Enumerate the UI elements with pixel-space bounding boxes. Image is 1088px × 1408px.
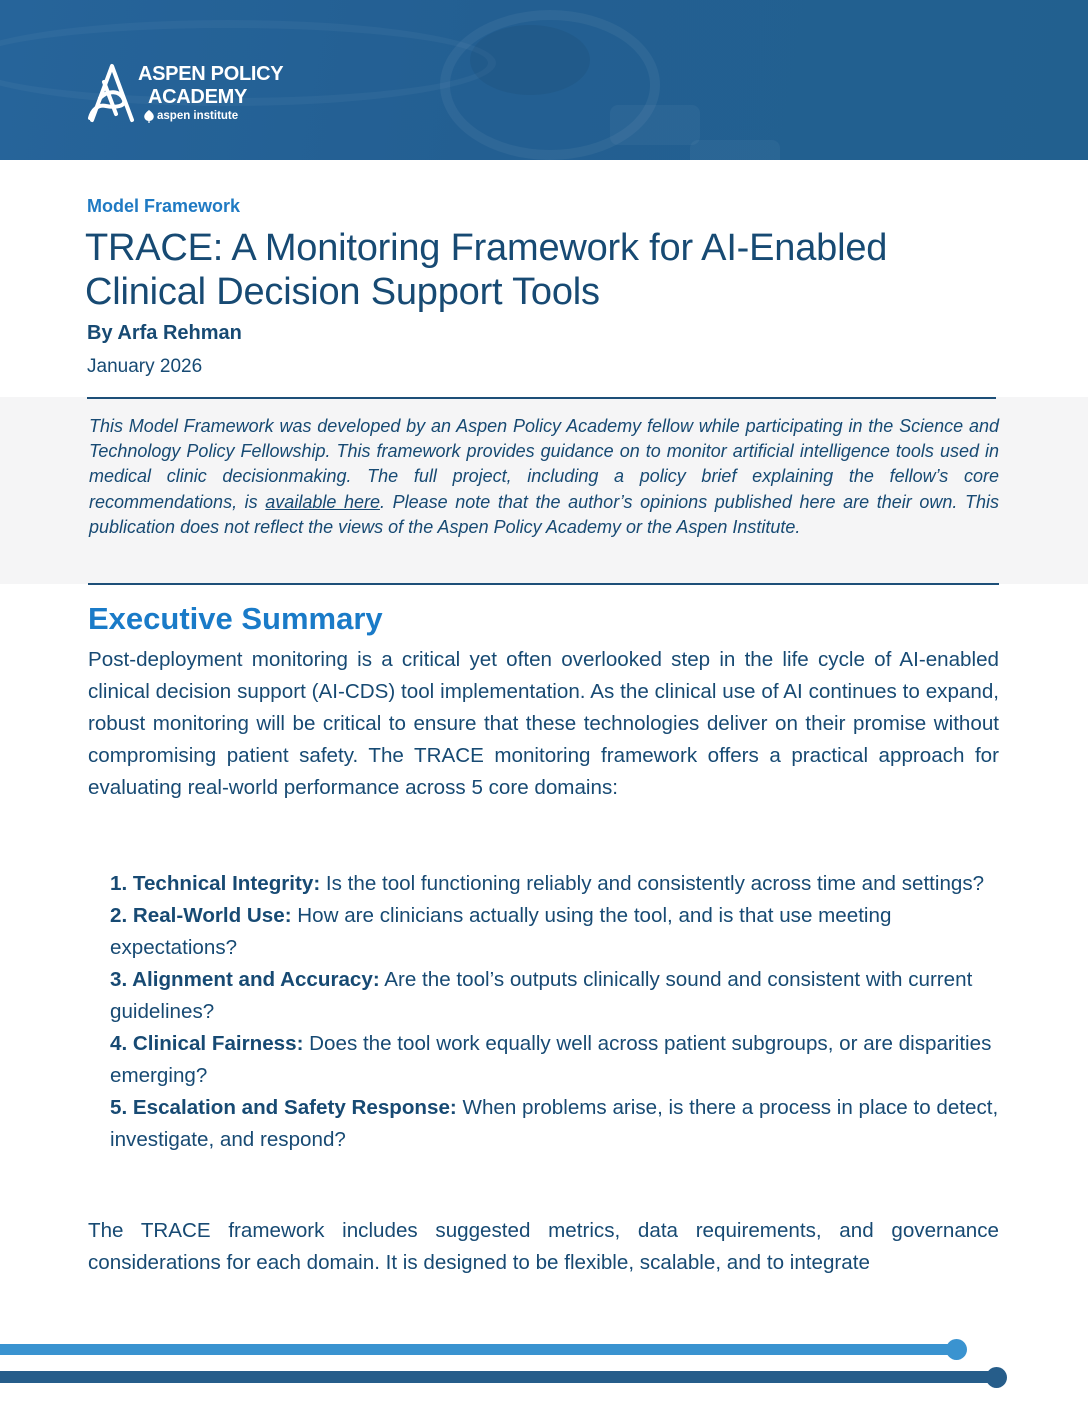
publication-date: January 2026: [87, 356, 203, 377]
divider: [88, 583, 999, 585]
disclaimer-text-before-link: This Model Framework was developed by an Aspen Policy Academy fellow while participating in the Science and Technology Policy Fellowship. This framework provides guidance on to monitor artificial intelligence tools used in medical clinic decisionmaking. The full project, including a policy brief explaining the fellow’s core recommendations, is: [89, 416, 999, 512]
footer-decorative-line-light: [0, 1344, 956, 1355]
page-title: [85, 226, 1045, 314]
banner-background-shape: [470, 25, 590, 95]
domain-text: Is the tool functioning reliably and consistently across time and settings?: [320, 872, 985, 895]
footer-decorative-dot-light: [946, 1339, 967, 1360]
page-title-line1: TRACE: A Monitoring Framework for AI-Enabled: [85, 227, 888, 269]
executive-summary-closing: The TRACE framework includes suggested metrics, data requirements, and governance considerations for each domain. It is designed to be flexible, scalable, and to integrate: [88, 1219, 999, 1274]
domain-label: 3. Alignment and Accuracy:: [110, 968, 380, 991]
list-item: [110, 964, 1000, 1028]
author-byline: By Arfa Rehman: [87, 322, 242, 344]
domain-text: Are the tool’s outputs clinically sound and consistent with current guidelines?: [110, 968, 973, 1023]
page-title-line2: Clinical Decision Support Tools: [85, 271, 600, 313]
header-banner: [0, 0, 1088, 160]
aspen-policy-academy-logo: [86, 62, 306, 128]
logo-text-line1: ASPEN POLICY: [138, 63, 284, 85]
footer-decorative-line-dark: [0, 1371, 996, 1383]
divider: [87, 397, 996, 399]
domain-label: 2. Real-World Use:: [110, 904, 292, 927]
document-type-label: Model Framework: [87, 196, 241, 216]
list-item: [110, 1028, 1000, 1092]
list-item: [110, 868, 1000, 900]
core-domains-list: [110, 868, 1000, 1156]
banner-background-shape: [610, 105, 700, 145]
domain-label: 1. Technical Integrity:: [110, 872, 321, 895]
logo-subtext: aspen institute: [157, 110, 239, 122]
domain-text: When problems arise, is there a process in place to detect, investigate, and respond?: [110, 1096, 999, 1151]
domain-label: 4. Clinical Fairness:: [110, 1032, 304, 1055]
domain-label: 5. Escalation and Safety Response:: [110, 1096, 457, 1119]
executive-summary-intro: Post-deployment monitoring is a critical yet often overlooked step in the life cycle of AI-enabled clinical decision support (AI-CDS) tool implementation. As the clinical use of AI continues to expand, robust monitoring will be critical to ensure that these technologies deliver on their promise without compromising patient safety. The TRACE monitoring framework offers a practical approach for evaluating real-world performance across 5 core domains:: [88, 648, 999, 799]
disclaimer-text: [89, 414, 999, 540]
section-heading-executive-summary: Executive Summary: [88, 601, 383, 636]
available-here-link[interactable]: available here: [265, 491, 380, 512]
footer-decorative-dot-dark: [986, 1367, 1007, 1388]
logo-text-line2: ACADEMY: [148, 86, 248, 108]
list-item: [110, 1092, 1000, 1156]
list-item: [110, 900, 1000, 964]
domain-text: Does the tool work equally well across patient subgroups, or are disparities emerging?: [110, 1032, 992, 1087]
aspen-leaf-icon: [143, 110, 155, 123]
disclaimer-text-after-link: . Please note that the author’s opinions published here are their own. This publication does not reflect the views of the Aspen Policy Academy or the Aspen Institute.: [89, 491, 999, 537]
domain-text: How are clinicians actually using the tool, and is that use meeting expectations?: [110, 904, 892, 959]
aspen-policy-academy-logo-icon: [86, 62, 138, 124]
banner-background-shape: [690, 140, 780, 160]
